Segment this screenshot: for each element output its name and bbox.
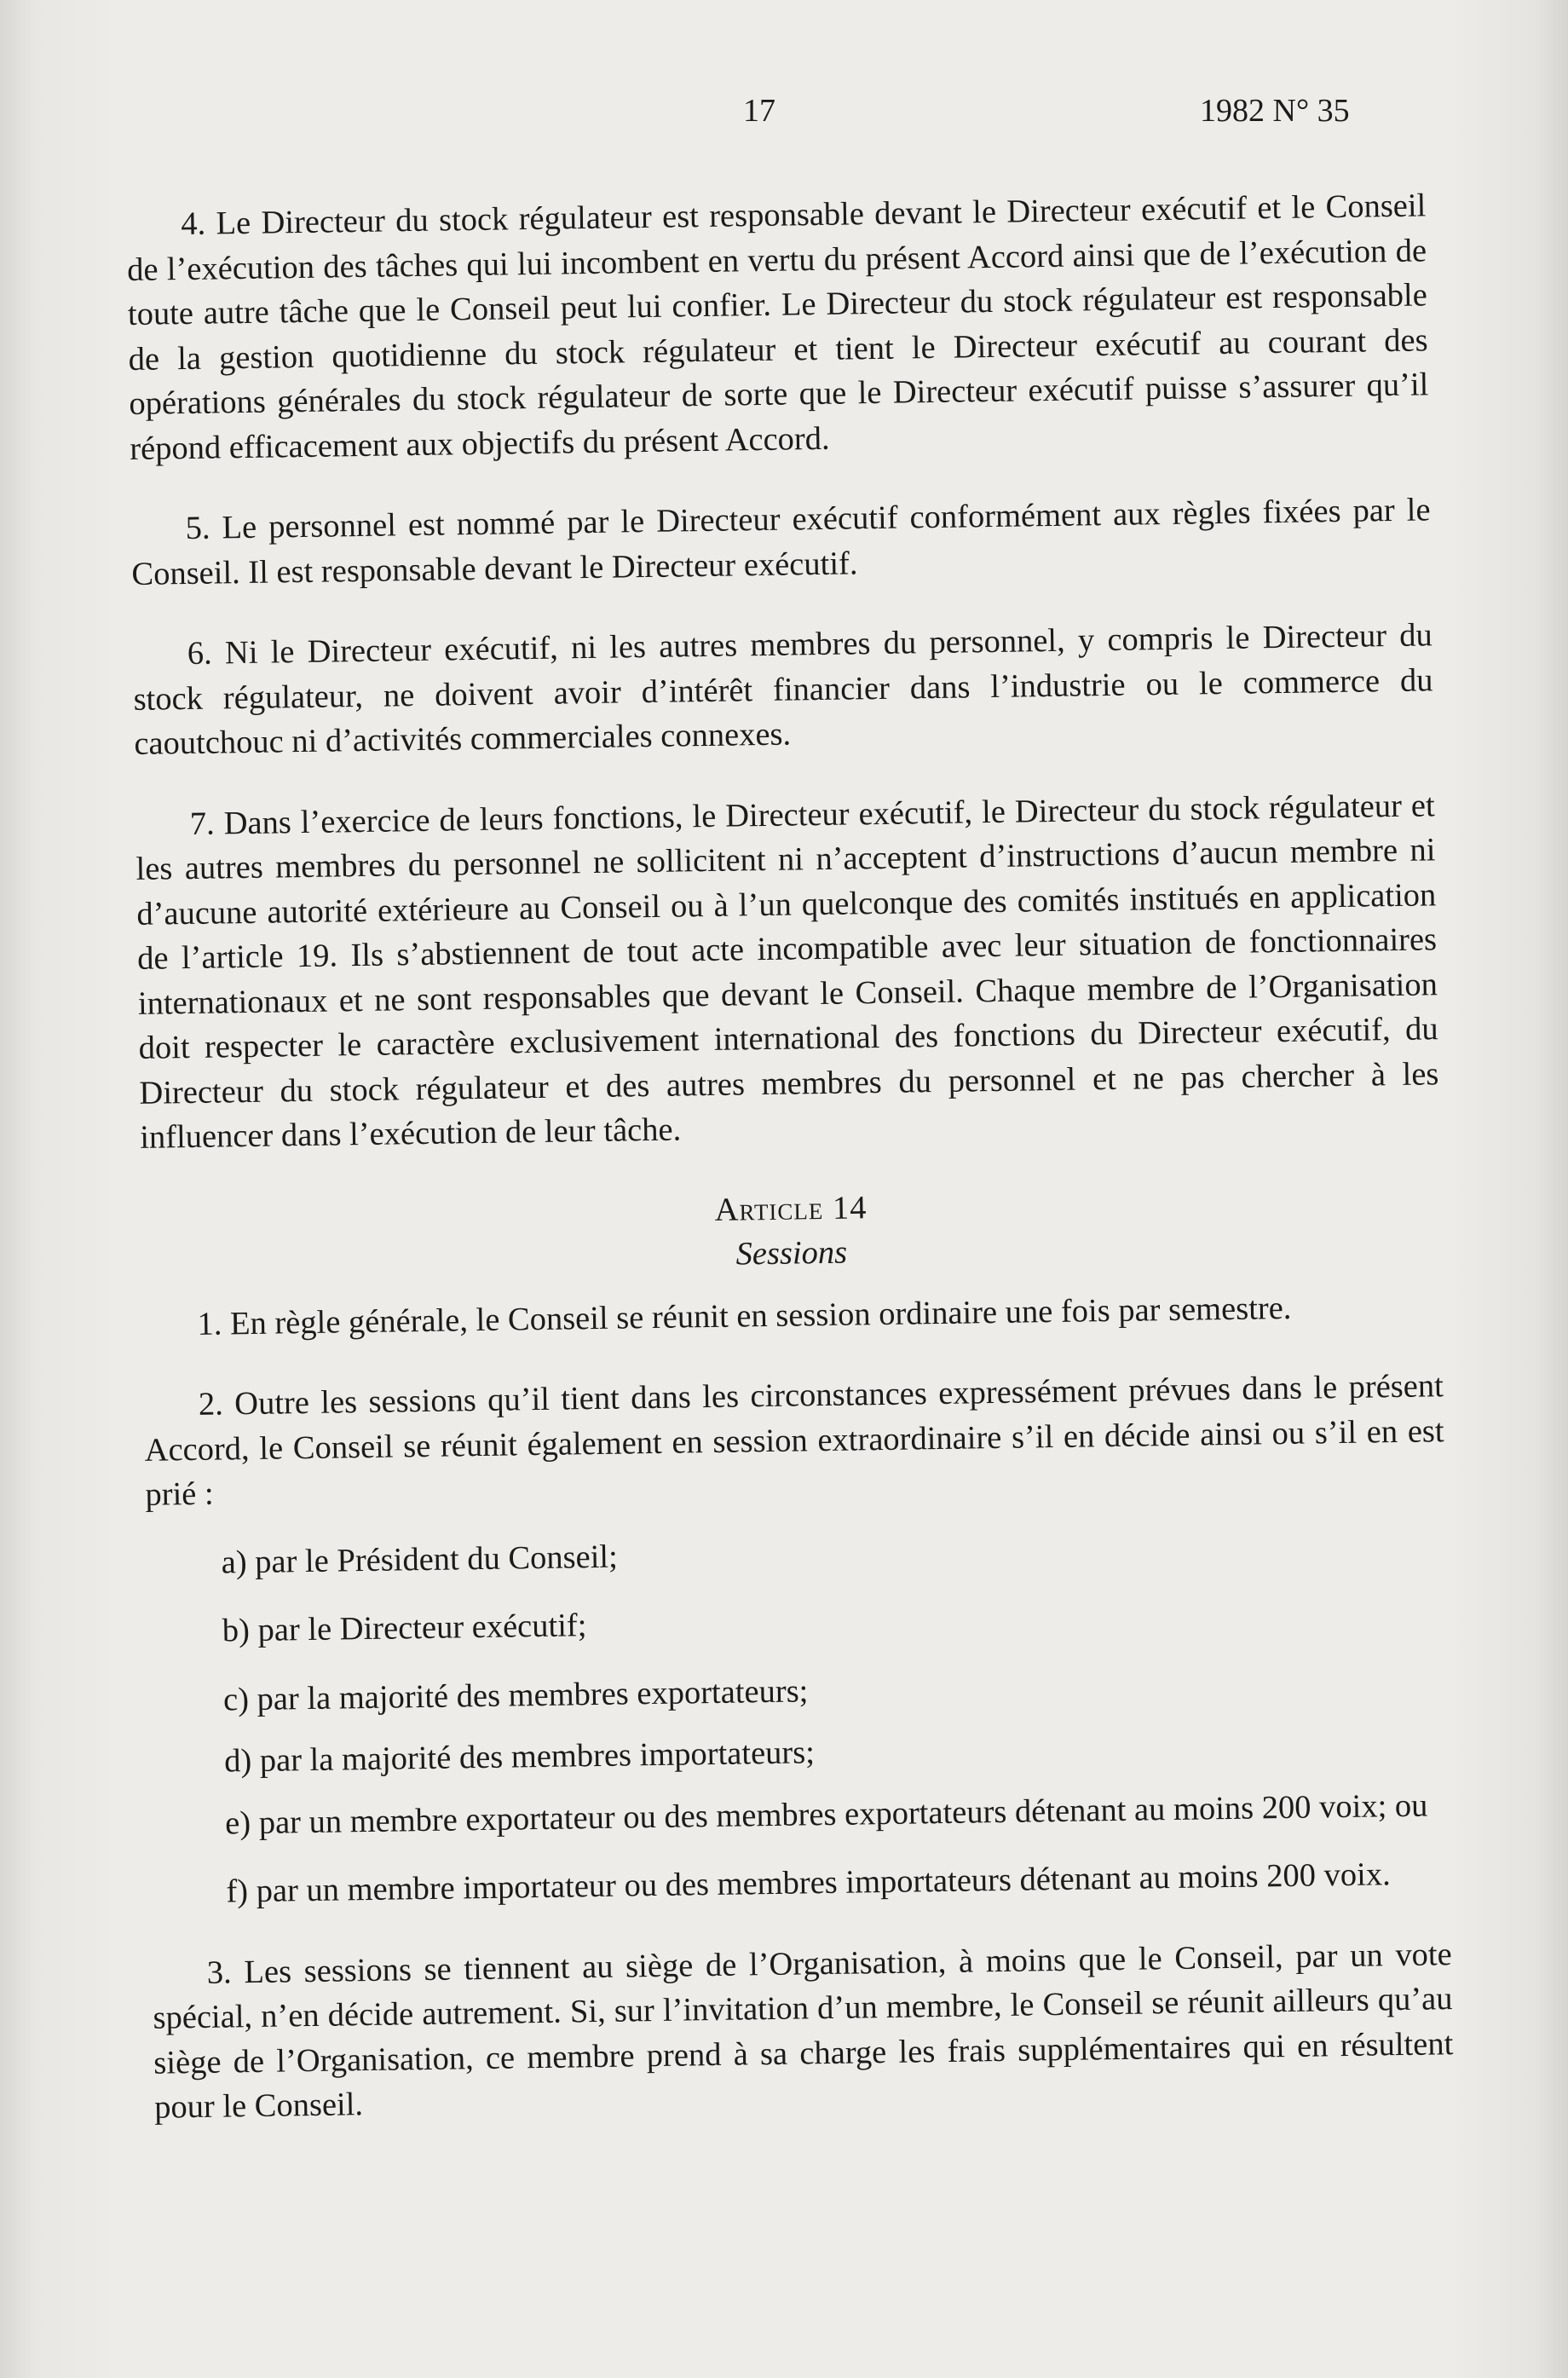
list-item-text: par la majorité des membres exportateurs; <box>257 1672 809 1717</box>
list-item-label: b) <box>222 1613 251 1649</box>
paragraph-6 <box>132 613 1433 766</box>
paragraph-number: 2. <box>198 1386 224 1423</box>
paragraph-text: Le personnel est nommé par le Directeur exécutif conformément aux règles fixées par le Conseil. Il est responsable devant le Directeur exécutif. <box>131 492 1431 592</box>
paragraph-7 <box>135 783 1439 1161</box>
paragraph-number: 4. <box>181 205 206 243</box>
list-item-text: par la majorité des membres importateurs; <box>259 1734 816 1779</box>
paragraph-number: 6. <box>187 635 213 672</box>
list-item-label: c) <box>222 1681 250 1717</box>
paragraph-text: En règle générale, le Conseil se réunit en session ordinaire une fois par semestre. <box>229 1290 1292 1342</box>
paragraph-3 <box>152 1932 1454 2131</box>
paragraph-4 <box>126 183 1430 471</box>
list-item-text: par un membre importateur ou des membres importateurs détenant au moins 200 voix. <box>256 1856 1391 1909</box>
list-item-label: e) <box>224 1804 251 1841</box>
paragraph-text: Outre les sessions qu’il tient dans les circonstances expressément prévues dans le présent Accord, le Conseil se réunit également en session extraordinaire s’il en décide ainsi ou s’il en est prié : <box>144 1368 1444 1513</box>
article-subtitle: Sessions <box>735 1234 848 1273</box>
paragraph-number: 1. <box>197 1305 222 1342</box>
paragraph-number: 7. <box>189 805 215 842</box>
paragraph-text: Le Directeur du stock régulateur est responsable devant le Directeur exécutif et le Conseil de l’exécution des tâches qui lui incombent en vertu du présent Accord ainsi que de l’exécution de toute autre tâche que le Conseil peut lui confier. Le Directeur du stock régulateur est responsable de la gestion quotidienne du stock régulateur et tient le Directeur exécutif au courant des opérations générales du stock régulateur de sorte que le Directeur exécutif puisse s’assurer qu’il répond efficacement aux objectifs du présent Accord. <box>126 188 1429 467</box>
paragraph-text: Ni le Directeur exécutif, ni les autres membres du personnel, y compris le Directeur du stock régulateur, ne doivent avoir d’intérêt financier dans l’industrie ou le commerce du caoutchouc ni d’activités commerciales connexes. <box>133 617 1433 762</box>
page-header <box>0 92 1568 143</box>
list-item-text: par le Président du Conseil; <box>254 1538 619 1580</box>
list-item-text: par un membre exportateur ou des membres exportateurs détenant au moins 200 voix; ou <box>258 1787 1428 1841</box>
paragraph-number: 3. <box>206 1954 232 1991</box>
list-item-text: par le Directeur exécutif; <box>257 1607 587 1648</box>
list-item-label: a) <box>221 1544 247 1581</box>
list-item-label: f) <box>226 1873 249 1910</box>
page-number: 17 <box>743 93 775 129</box>
paragraph-number: 5. <box>185 510 210 547</box>
document-body <box>126 183 1454 2130</box>
paragraph-text: Les sessions se tiennent au siège de l’Organisation, à moins que le Conseil, par un vote spécial, n’en décide autrement. Si, sur l’invitation d’un membre, le Conseil se réunit ailleurs qu’au siège de l’Organisation, ce membre prend à sa charge les frais supplémentaires qui en résultent pour le Conseil. <box>153 1936 1454 2126</box>
paragraph-2 <box>144 1364 1445 1517</box>
list-item-label: d) <box>223 1743 252 1780</box>
paragraph-text: Dans l’exercice de leurs fonctions, le Directeur exécutif, le Directeur du stock régulateur et les autres membres du personnel ne sollicitent ni n’acceptent d’instructions d’aucun membre ni d’aucune autorité extérieure au Conseil ou à l’un quelconque des comités institués en application de l’article 19. Ils s’abstiennent de tout acte incompatible avec leur situation de fonctionnaires internationaux et ne sont responsables que devant le Conseil. Chaque membre de l’Organisation doit respecter le caractère exclusivement international des fonctions du Directeur exécutif, du Directeur du stock régulateur et des autres membres du personnel et ne pas chercher à les influencer dans l’exécution de leur tâche. <box>135 787 1439 1156</box>
document-reference: 1982 N° 35 <box>1200 93 1350 129</box>
article-title: Article 14 <box>714 1189 868 1228</box>
